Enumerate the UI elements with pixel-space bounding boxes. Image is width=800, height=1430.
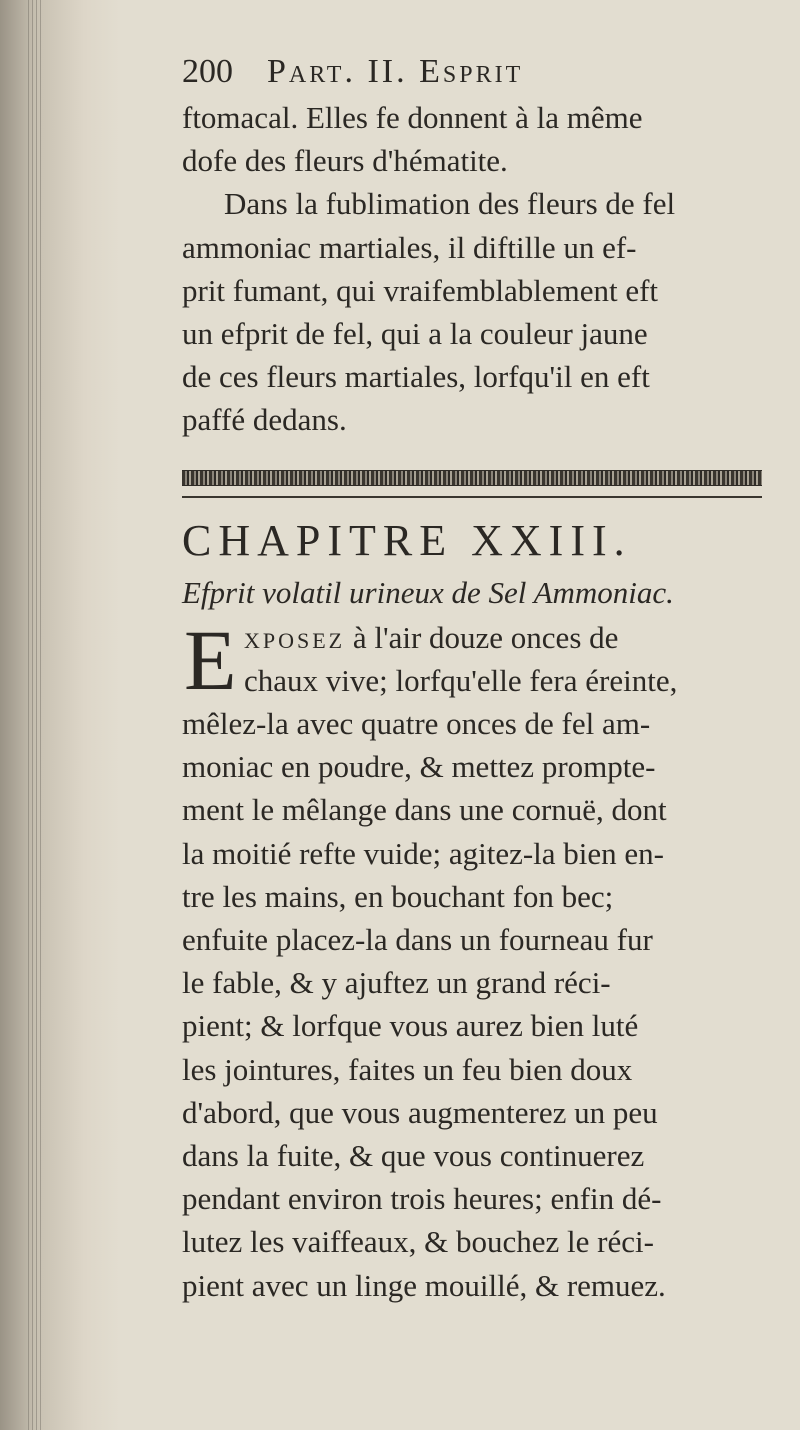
- text-line: [182, 616, 772, 659]
- chapter-subtitle: Efprit volatil urineux de Sel Ammoniac.: [182, 574, 674, 610]
- opening-word: xposez: [244, 619, 346, 655]
- ornamental-band: [182, 470, 762, 486]
- text-line: mêlez-la avec quatre onces de fel am-: [182, 706, 651, 742]
- book-gutter: [0, 0, 120, 1430]
- text-line: chaux vive; lorfqu'elle fera éreinte,: [244, 662, 678, 698]
- text-line: moniac en poudre, & mettez prompte-: [182, 749, 656, 785]
- text-line: Dans la fublimation des fleurs de fel: [224, 186, 676, 222]
- text-line: de ces fleurs martiales, lorfqu'il en eft: [182, 359, 650, 395]
- text-line: enfuite placez-la dans un fourneau fur: [182, 922, 653, 958]
- text-line: ment le mêlange dans une cornuë, dont: [182, 792, 667, 828]
- thin-rule: [182, 496, 762, 498]
- text-block: [182, 52, 772, 1307]
- text-line: ftomacal. Elles fe donnent à la même: [182, 100, 643, 135]
- text-line: le fable, & y ajuftez un grand réci-: [182, 965, 611, 1001]
- chapter-title: CHAPITRE XXIII.: [182, 515, 632, 565]
- running-title: Part. II. Esprit: [267, 53, 524, 90]
- text-line: ammoniac martiales, il diftille un ef-: [182, 229, 637, 265]
- text-line: lutez les vaiffeaux, & bouchez le réci-: [182, 1224, 654, 1260]
- drop-cap: E: [184, 611, 237, 708]
- paragraph-2: [182, 611, 772, 1307]
- text-line: les jointures, faites un feu bien doux: [182, 1051, 633, 1087]
- text-line: prit fumant, qui vraifemblablement eft: [182, 272, 659, 308]
- text-line: pient; & lorfque vous aurez bien luté: [182, 1008, 639, 1044]
- text-line: un efprit de fel, qui a la couleur jaune: [182, 316, 648, 352]
- page-edge-lines: [28, 0, 42, 1430]
- running-header: [182, 52, 772, 96]
- first-line-rest: à l'air douze onces de: [345, 619, 619, 655]
- text-line: d'abord, que vous augmenterez un peu: [182, 1094, 658, 1130]
- text-line: pendant environ trois heures; enfin dé-: [182, 1181, 662, 1217]
- text-line: la moitié refte vuide; agitez-la bien en-: [182, 835, 664, 871]
- text-line: dofe des fleurs d'hématite.: [182, 143, 508, 179]
- text-line: paffé dedans.: [182, 402, 347, 438]
- text-line: pient avec un linge mouillé, & remuez.: [182, 1267, 666, 1303]
- chapter-ornament: [182, 470, 772, 498]
- text-line: tre les mains, en bouchant fon bec;: [182, 878, 614, 914]
- text-line: dans la fuite, & que vous continuerez: [182, 1138, 645, 1174]
- paragraph-1: [182, 96, 772, 442]
- page-number: 200: [182, 53, 233, 90]
